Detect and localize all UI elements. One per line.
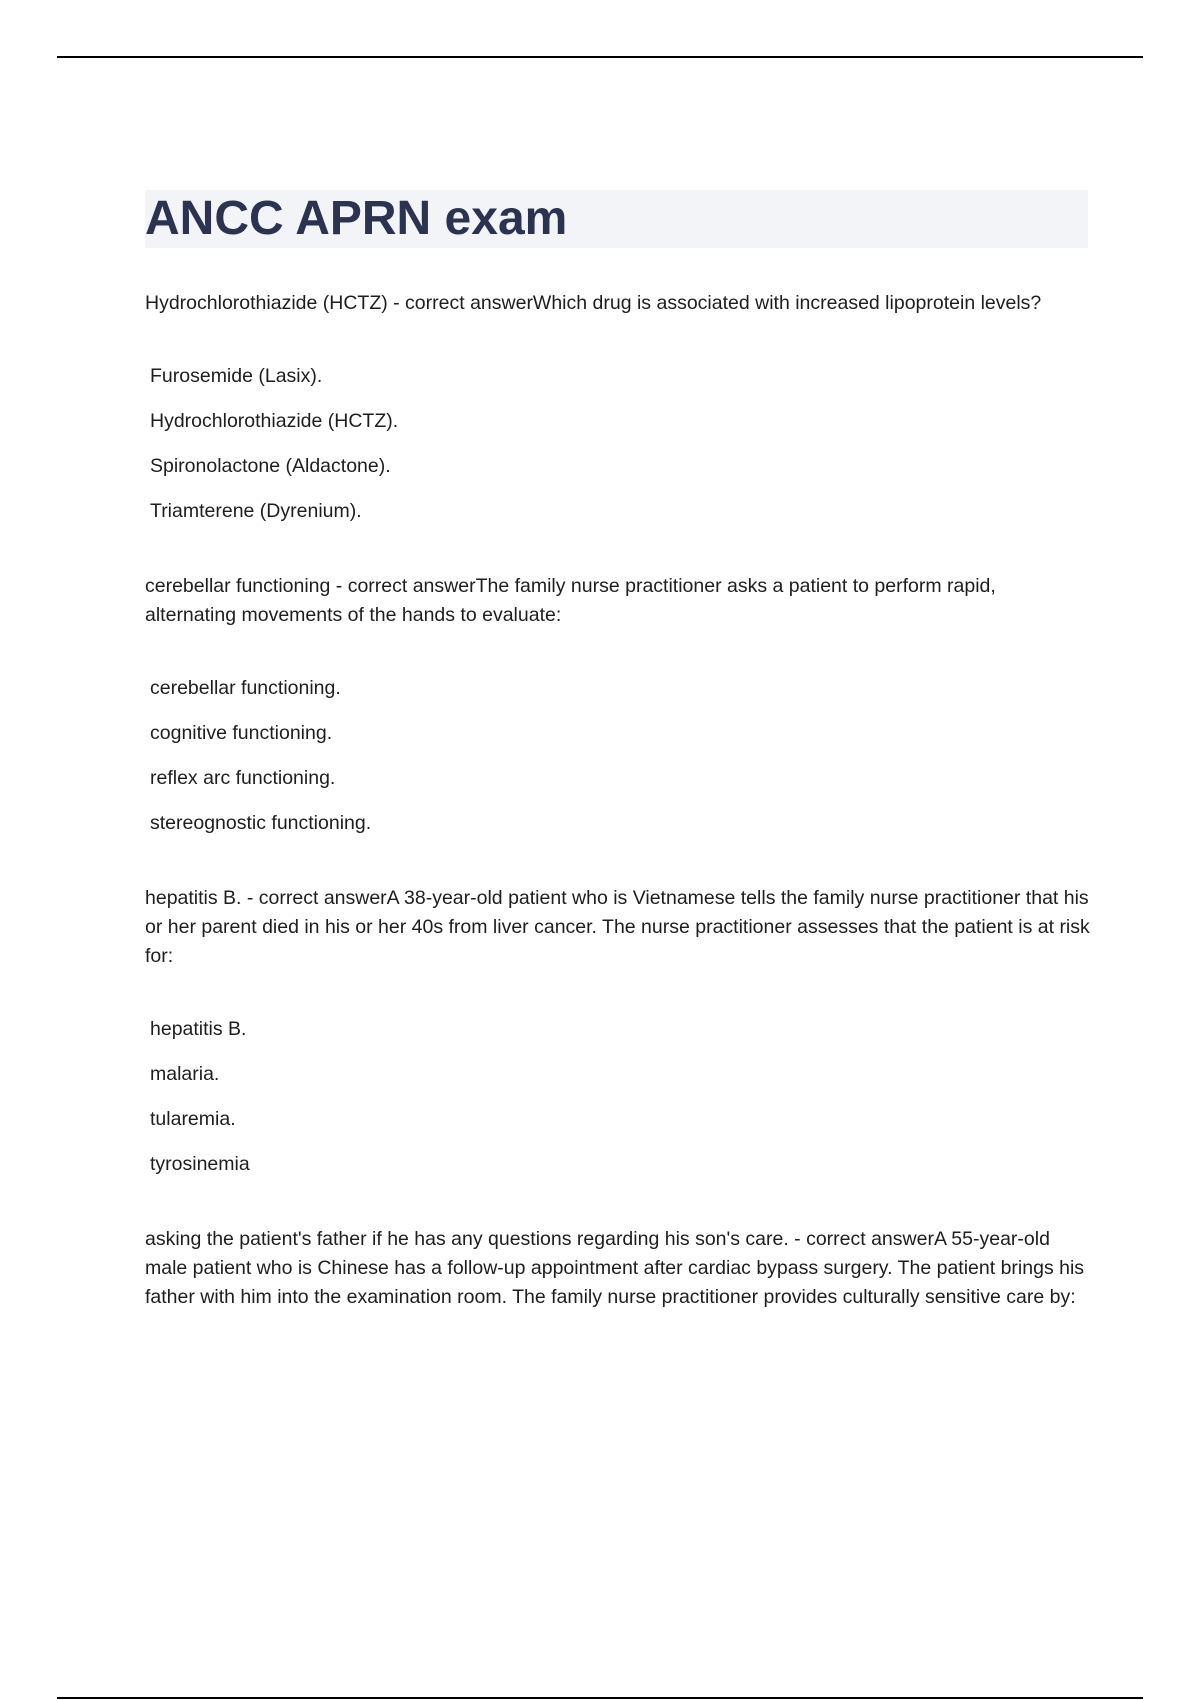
page-title: ANCC APRN exam xyxy=(145,192,568,245)
answer-option: tyrosinemia xyxy=(150,1153,250,1175)
answer-option: Hydrochlorothiazide (HCTZ). xyxy=(150,410,399,432)
question-text: asking the patient's father if he has any questions regarding his son's care. - correct answerA 55-year-old male patient who is Chinese has a follow-up appointment after cardiac bypass surgery. The patient brings his father with him into the examination room. The family nurse practitioner provides culturally sensitive care by: xyxy=(145,1228,1085,1308)
answer-option: reflex arc functioning. xyxy=(150,767,336,789)
bottom-rule xyxy=(57,1697,1143,1699)
answer-options xyxy=(145,362,1090,526)
answer-options xyxy=(145,1015,1090,1179)
answer-option: hepatitis B. xyxy=(150,1018,247,1040)
answer-option: malaria. xyxy=(150,1063,220,1085)
answer-option: Furosemide (Lasix). xyxy=(150,365,323,387)
question-block xyxy=(145,884,1090,1179)
answer-option: tularemia. xyxy=(150,1108,236,1130)
top-rule xyxy=(57,56,1143,58)
question-block xyxy=(145,289,1090,526)
answer-option: Triamterene (Dyrenium). xyxy=(150,500,362,522)
answer-option: cerebellar functioning. xyxy=(150,677,341,699)
question-text: hepatitis B. - correct answerA 38-year-old patient who is Vietnamese tells the family nurse practitioner that his or her parent died in his or her 40s from liver cancer. The nurse practitioner assesses that the patient is at risk for: xyxy=(145,887,1090,967)
question-text: Hydrochlorothiazide (HCTZ) - correct answerWhich drug is associated with increased lipoprotein levels? xyxy=(145,292,1042,314)
question-text: cerebellar functioning - correct answerThe family nurse practitioner asks a patient to perform rapid, alternating movements of the hands to evaluate: xyxy=(145,575,996,626)
answer-option: stereognostic functioning. xyxy=(150,812,372,834)
question-block xyxy=(145,1225,1090,1312)
answer-option: Spironolactone (Aldactone). xyxy=(150,455,391,477)
answer-options xyxy=(145,674,1090,838)
document-body xyxy=(145,289,1090,1358)
answer-option: cognitive functioning. xyxy=(150,722,333,744)
question-block xyxy=(145,572,1090,838)
